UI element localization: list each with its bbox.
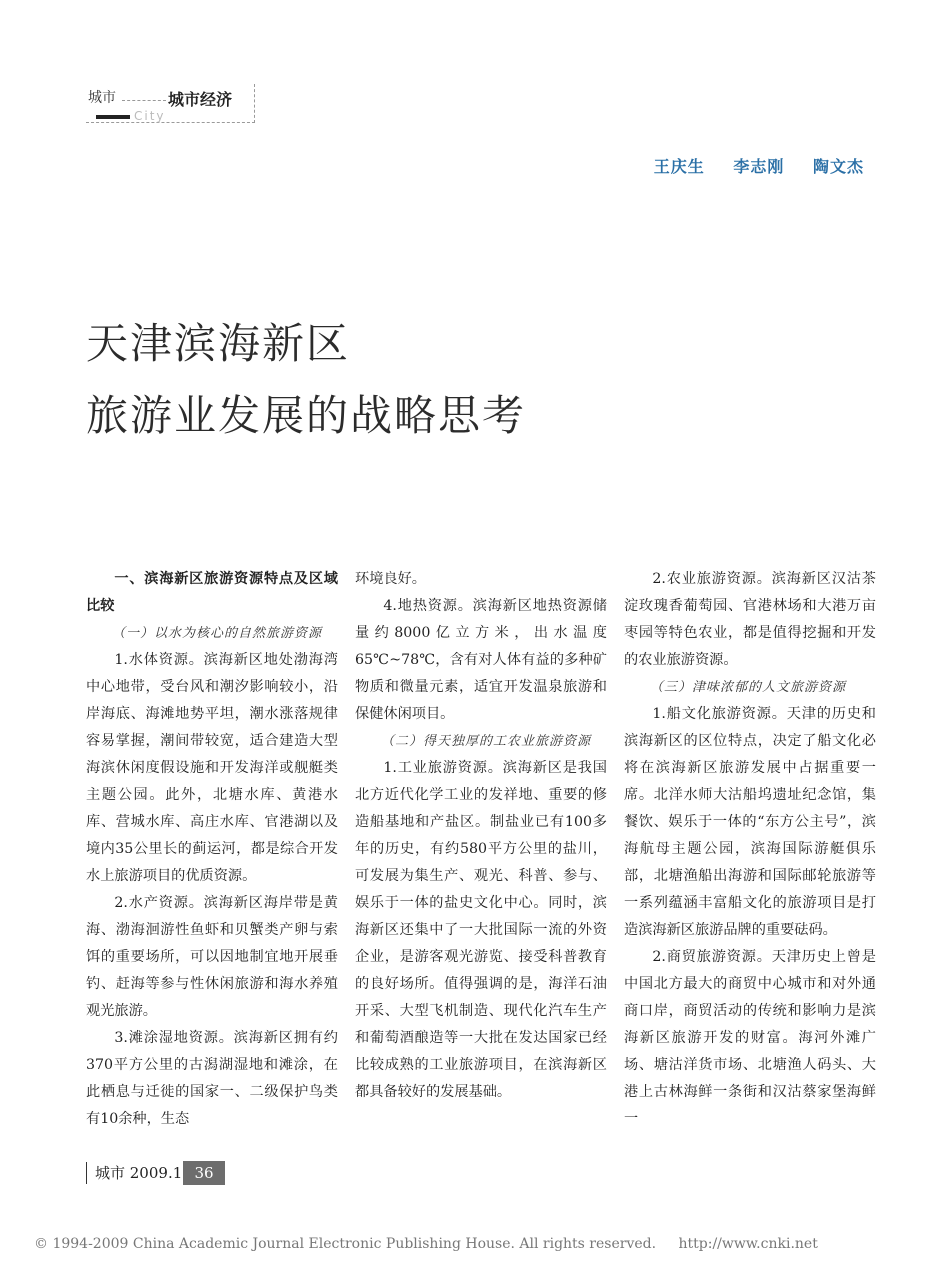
section-label: 城市经济 [168,90,233,109]
footer-rule [86,1162,87,1184]
footer-journal-issue: 城市 2009.1 [95,1164,183,1182]
paragraph: 2.水产资源。滨海新区海岸带是黄海、渤海洄游性鱼虾和贝蟹类产卵与索饵的重要场所，可以因地制宜地开展垂钓、赶海等参与性休闲旅游和海水养殖观光旅游。 [86,895,338,1019]
masthead [86,84,256,126]
paragraph: 1.船文化旅游资源。天津的历史和滨海新区的区位特点，决定了船文化必将在滨海新区旅游发展中占据重要一席。北洋水师大沽船坞遗址纪念馆，集餐饮、娱乐于一体的“东方公主号”，滨海航母主题公园，滨海国际游艇俱乐部，北塘渔船出海游和国际邮轮旅游等一系列蕴涵丰富船文化的旅游项目是打造滨海新区旅游品牌的重要砝码。 [624,706,876,938]
subsection-heading: （一）以水为核心的自然旅游资源 [112,626,323,641]
author-name: 李志刚 [733,157,785,176]
subsection-heading: （二）得天独厚的工农业旅游资源 [381,734,592,749]
section-heading: 一、滨海新区旅游资源特点及区域比较 [86,571,338,614]
paragraph: 2.商贸旅游资源。天津历史上曾是中国北方最大的商贸中心城市和对外通商口岸，商贸活动的传统和影响力是滨海新区旅游开发的财富。海河外滩广场、塘沽洋货市场、北塘渔人码头、大港上古林海鲜一条街和汉沽蔡家堡海鲜一 [624,949,876,1127]
title-line-2: 旅游业发展的战略思考 [86,391,527,440]
paragraph: 3.滩涂湿地资源。滨海新区拥有约370平方公里的古潟湖湿地和滩涂，在此栖息与迁徙的国家一、二级保护鸟类有10余种，生态 [86,1030,338,1127]
masthead-divider [122,100,166,101]
title-line-1: 天津滨海新区 [86,319,351,368]
paragraph: 4.地热资源。滨海新区地热资源储量约8000亿立方米，出水温度65℃~78℃，含有对人体有益的多种矿物质和微量元素，适宜开发温泉旅游和保健休闲项目。 [355,598,607,722]
copyright-url[interactable]: http://www.cnki.net [678,1236,818,1252]
author-name: 陶文杰 [812,157,864,176]
copyright-text: © 1994-2009 China Academic Journal Electronic Publishing House. All rights reserved. [34,1236,657,1252]
subsection-heading: （三）津味浓郁的人文旅游资源 [650,680,847,695]
paragraph-continuation: 环境良好。 [355,571,426,587]
article-title [86,308,526,452]
text-column-2 [355,566,607,1106]
paragraph: 2.农业旅游资源。滨海新区汉沽茶淀玫瑰香葡萄园、官港林场和大港万亩枣园等特色农业，都是值得挖掘和开发的农业旅游资源。 [624,571,876,668]
author-list [632,154,864,177]
masthead-left-label: 城市 [88,90,116,106]
text-column-1 [86,566,338,1133]
author-name: 王庆生 [653,157,705,176]
text-column-3 [624,566,876,1133]
masthead-latin-label: City [134,109,166,123]
masthead-accent-bar [96,115,130,119]
paragraph: 1.工业旅游资源。滨海新区是我国北方近代化学工业的发祥地、重要的修造船基地和产盐区。制盐业已有100多年的历史，有约580平方公里的盐川，可发展为集生产、观光、科普、参与、娱乐于一体的盐史文化中心。同时，滨海新区还集中了一大批国际一流的外资企业，是游客观光游览、接受科普教育的良好场所。值得强调的是，海洋石油开采、大型飞机制造、现代化汽车生产和葡萄酒酿造等一大批在发达国家已经比较成熟的工业旅游项目，在滨海新区都具备较好的发展基础。 [355,760,607,1100]
page-number: 36 [183,1161,225,1185]
paragraph: 1.水体资源。滨海新区地处渤海湾中心地带，受台风和潮汐影响较小，沿岸海底、海滩地势平坦，潮水涨落规律容易掌握，潮间带较宽，适合建造大型海滨休闲度假设施和开发海洋或舰艇类主题公园。此外，北塘水库、黄港水库、营城水库、高庄水库、官港湖以及境内35公里长的蓟运河，都是综合开发水上旅游项目的优质资源。 [86,652,338,884]
copyright-notice [34,1236,818,1252]
